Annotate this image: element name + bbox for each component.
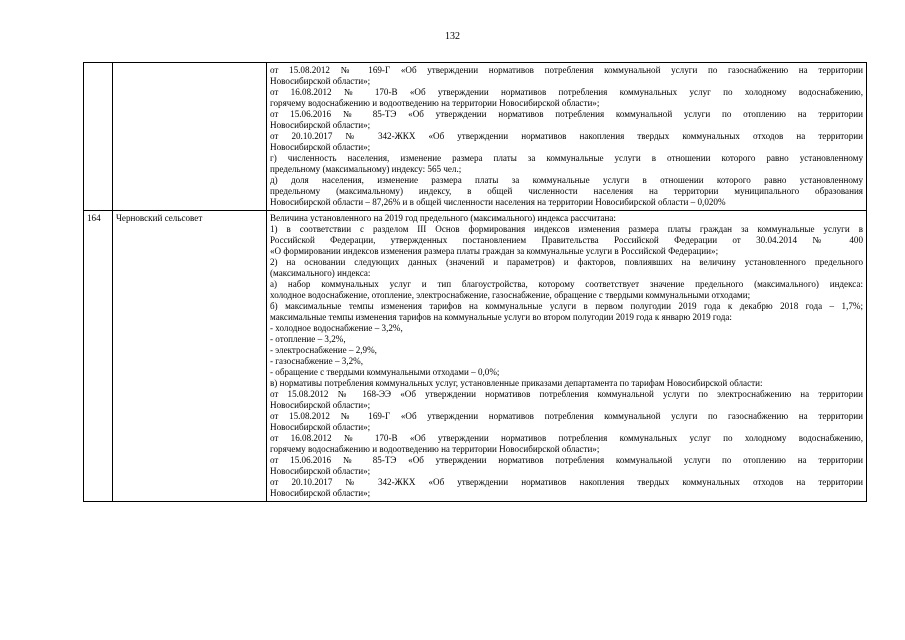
text-line: - газоснабжение – 3,2%,	[270, 356, 363, 366]
text-line: от 15.08.2012 № 168-ЭЭ «Об утверждении нормативов потребления коммунальной услуги по электроснабжению на территории	[270, 389, 863, 399]
municipality-name-cell: Черновский сельсовет	[113, 211, 267, 502]
text-line: горячему водоснабжению и водоотведению на территории Новосибирской области»;	[270, 98, 600, 108]
text-line: Новосибирской области»;	[270, 422, 371, 432]
text-line: предельному (максимальному) индексу: 565 чел.;	[270, 164, 462, 174]
table-row	[84, 63, 867, 211]
table-row	[84, 211, 867, 502]
text-line: «О формировании индексов изменения размера платы граждан за коммунальные услуги в Российской Федерации»;	[270, 246, 719, 256]
text-line: д) доля населения, изменение размера платы за коммунальные услуги в отношении которого равно установленному	[270, 175, 863, 185]
text-line: от 20.10.2017 № 342-ЖКХ «Об утверждении нормативов накопления твердых коммунальных отходов на территории	[270, 131, 863, 141]
description-cell	[267, 211, 867, 502]
text-line: а) набор коммунальных услуг и тип благоустройства, которому соответствует значение предельного (максимального) индекса:	[270, 279, 863, 289]
text-line: б) максимальные темпы изменения тарифов на коммунальные услуги в первом полугодии 2019 года к декабрю 2018 года – 1,7%;	[270, 301, 863, 311]
text-line: предельному (максимальному) индексу, в общей численности населения на территории муниципального образования	[270, 186, 863, 196]
text-line: 2) на основании следующих данных (значений и параметров) и факторов, повлиявших на величину установленного предельного	[270, 257, 863, 267]
document-table	[83, 62, 867, 502]
text-line: от 15.06.2016 № 85-ТЭ «Об утверждении нормативов потребления коммунальной услуги по отоплению на территории	[270, 109, 863, 119]
text-line: - обращение с твердыми коммунальными отходами – 0,0%;	[270, 367, 500, 377]
text-line: максимальные темпы изменения тарифов на коммунальные услуги во втором полугодии 2019 года к январю 2019 года:	[270, 312, 732, 322]
text-line: г) численность населения, изменение размера платы за коммунальные услуги в отношении которого равно установленному	[270, 153, 863, 163]
text-line: горячему водоснабжению и водоотведению на территории Новосибирской области»;	[270, 444, 600, 454]
text-line: - отопление – 3,2%,	[270, 334, 346, 344]
text-line: (максимального) индекса:	[270, 268, 371, 278]
text-line: Новосибирской области»;	[270, 488, 371, 498]
text-line: Российской Федерации, утвержденных постановлением Правительства Российской Федерации от 30.04.2014 № 400	[270, 235, 863, 245]
municipality-name-cell	[113, 63, 267, 211]
page-number: 132	[445, 31, 460, 42]
text-line: - электроснабжение – 2,9%,	[270, 345, 377, 355]
row-number-cell: 164	[84, 211, 113, 502]
text-line: в) нормативы потребления коммунальных услуг, установленные приказами департамента по тарифам Новосибирской области:	[270, 378, 763, 388]
text-line: Величина установленного на 2019 год предельного (максимального) индекса рассчитана:	[270, 213, 616, 223]
text-line: от 16.08.2012 № 170-В «Об утверждении нормативов потребления коммунальных услуг по холодному водоснабжению,	[270, 87, 863, 97]
text-line: холодное водоснабжение, отопление, электроснабжение, газоснабжение, обращение с твердыми коммунальными отходами;	[270, 290, 751, 300]
description-cell	[267, 63, 867, 211]
row-number-cell	[84, 63, 113, 211]
text-line: 1) в соответствии с разделом III Основ формирования индексов изменения размера платы граждан за коммунальные услуги в	[270, 224, 863, 234]
text-line: Новосибирской области»;	[270, 142, 371, 152]
text-line: от 15.06.2016 № 85-ТЭ «Об утверждении нормативов потребления коммунальной услуги по отоплению на территории	[270, 455, 863, 465]
text-line: Новосибирской области»;	[270, 76, 371, 86]
text-line: от 20.10.2017 № 342-ЖКХ «Об утверждении нормативов накопления твердых коммунальных отходов на территории	[270, 477, 863, 487]
text-line: Новосибирской области»;	[270, 120, 371, 130]
text-line: Новосибирской области»;	[270, 400, 371, 410]
text-line: от 15.08.2012 № 169-Г «Об утверждении нормативов потребления коммунальной услуги по газоснабжению на территории	[270, 65, 863, 75]
text-line: - холодное водоснабжение – 3,2%,	[270, 323, 403, 333]
text-line: Новосибирской области»;	[270, 466, 371, 476]
document-table-body	[84, 63, 867, 502]
text-line: Новосибирской области – 87,26% и в общей численности населения на территории Новосибирской области – 0,020%	[270, 197, 726, 207]
text-line: от 15.08.2012 № 169-Г «Об утверждении нормативов потребления коммунальной услуги по газоснабжению на территории	[270, 411, 863, 421]
text-line: от 16.08.2012 № 170-В «Об утверждении нормативов потребления коммунальных услуг по холодному водоснабжению,	[270, 433, 863, 443]
